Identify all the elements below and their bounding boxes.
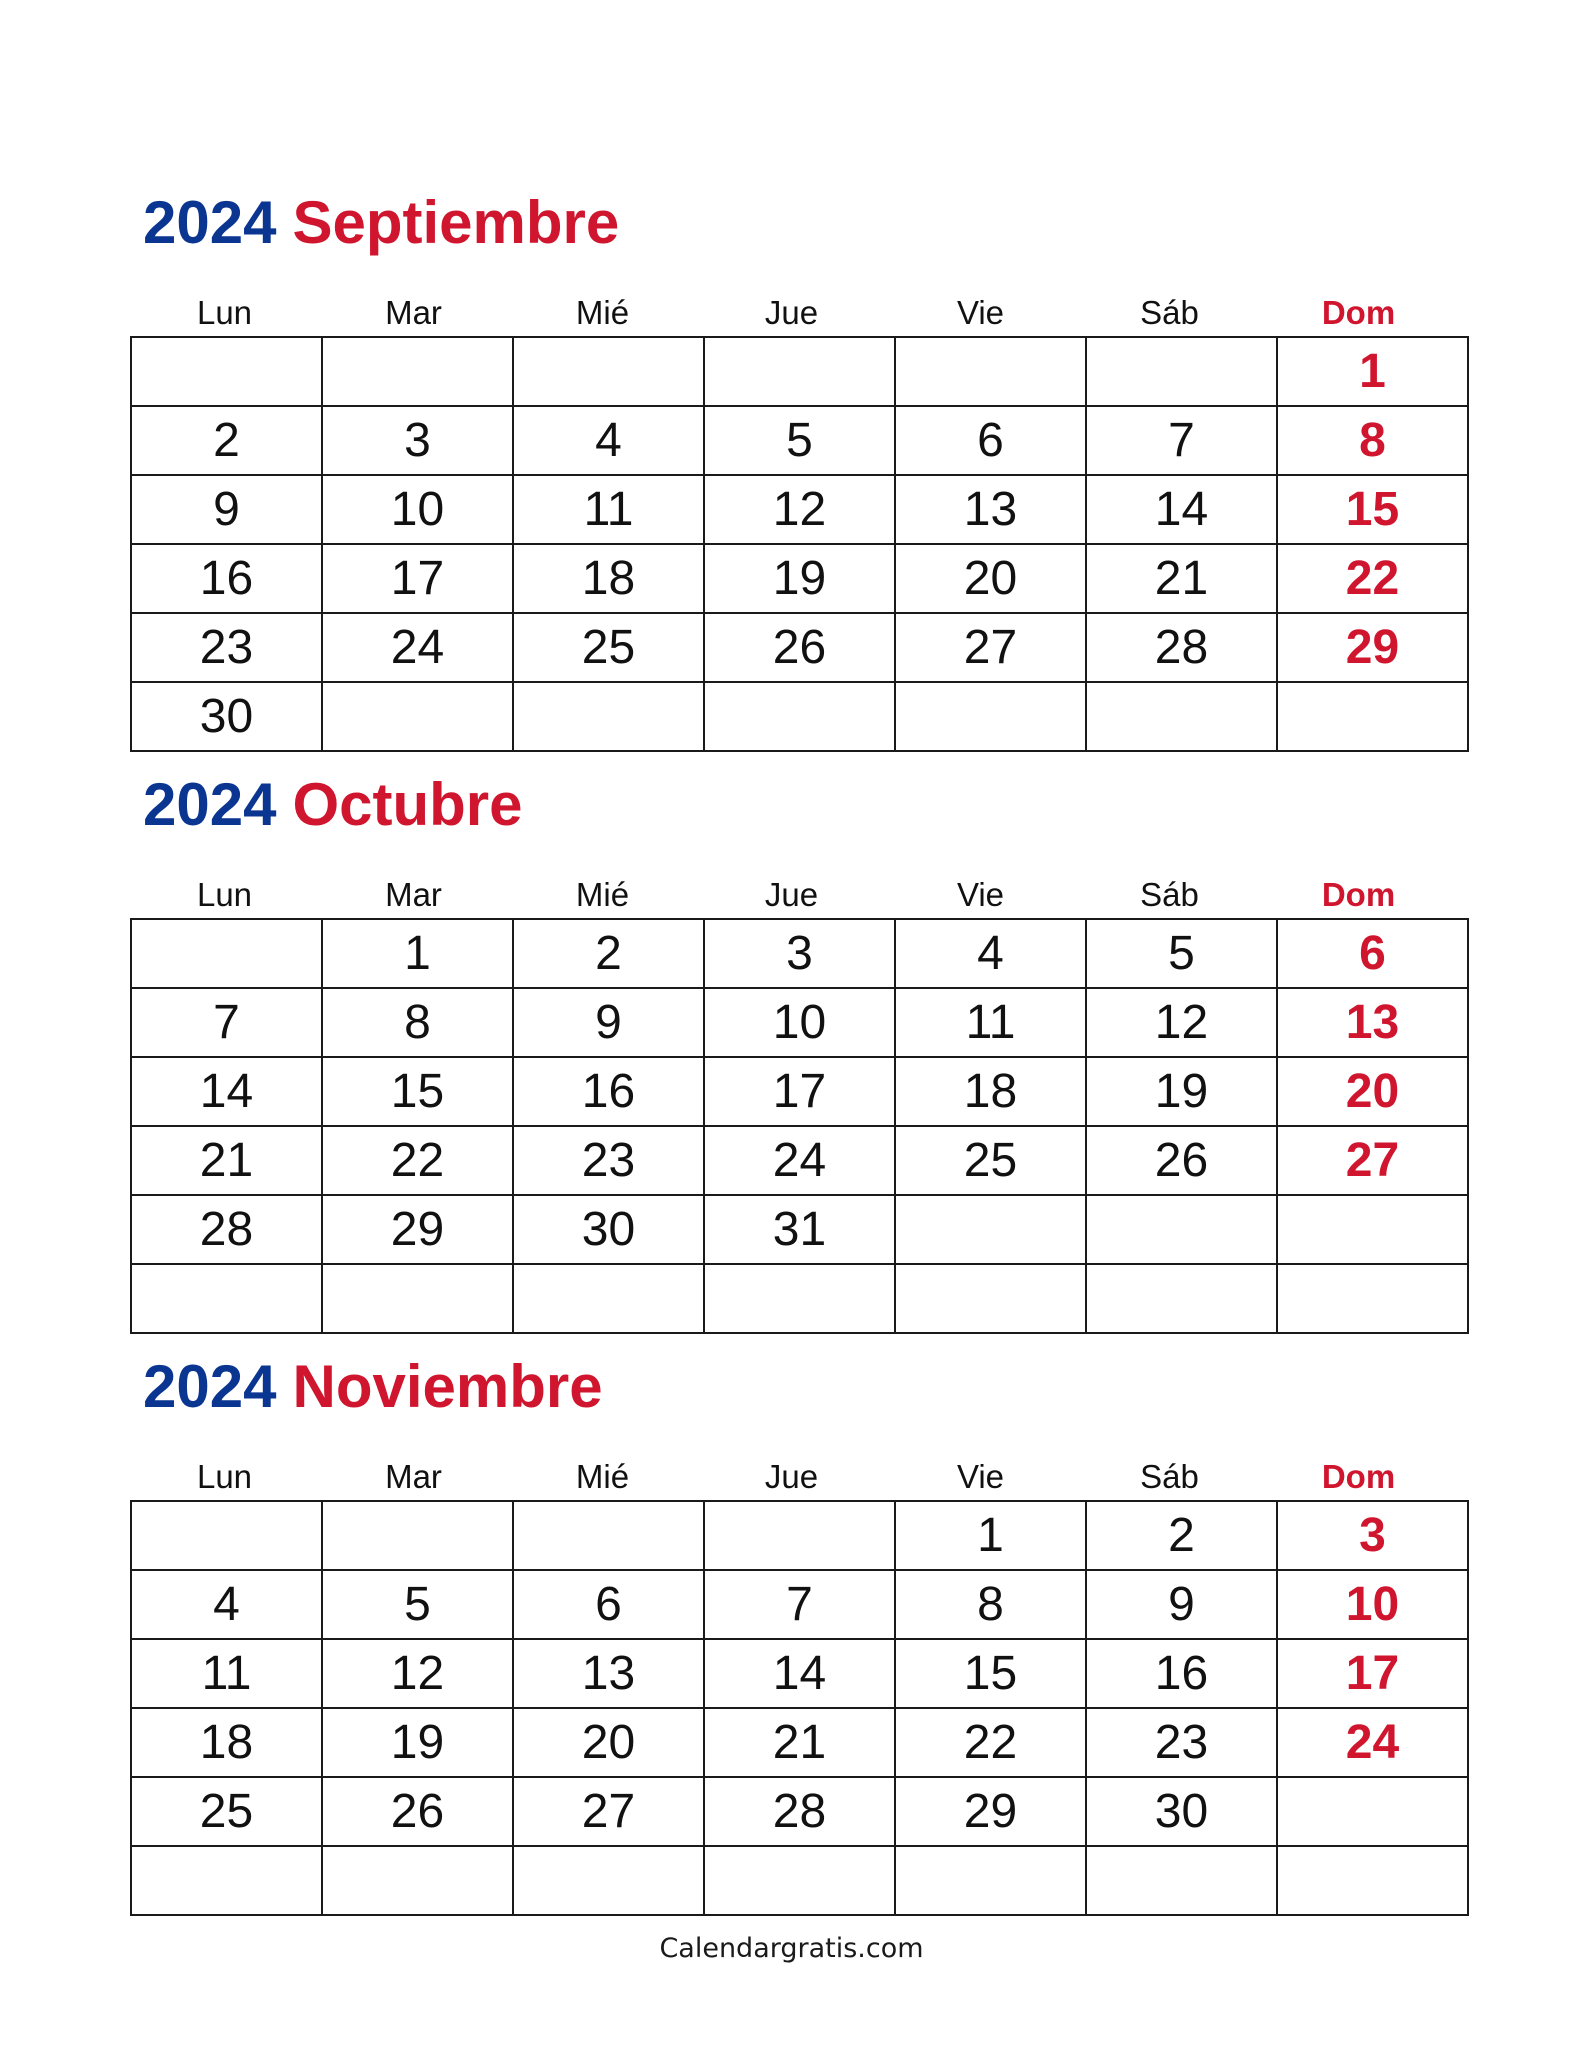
day-cell <box>1086 1846 1277 1915</box>
day-cell: 26 <box>704 613 895 682</box>
week-row <box>131 475 1468 544</box>
day-cell: 25 <box>895 1126 1086 1195</box>
day-cell: 11 <box>513 475 704 544</box>
weekday-fri: Vie <box>956 876 1005 913</box>
day-cell: 1 <box>895 1501 1086 1570</box>
day-cell-sunday: 10 <box>1277 1570 1468 1639</box>
day-cell <box>1086 682 1277 751</box>
day-cell: 5 <box>704 406 895 475</box>
day-cell <box>322 1501 513 1570</box>
day-cell <box>131 1264 322 1333</box>
day-cell: 19 <box>704 544 895 613</box>
day-cell: 14 <box>704 1639 895 1708</box>
day-cell: 4 <box>895 919 1086 988</box>
weekday-fri: Vie <box>956 294 1005 331</box>
day-cell: 28 <box>1086 613 1277 682</box>
day-cell: 20 <box>513 1708 704 1777</box>
day-cell <box>704 682 895 751</box>
day-cell: 6 <box>895 406 1086 475</box>
weekday-mon: Lun <box>196 294 253 331</box>
day-cell-sunday <box>1277 1777 1468 1846</box>
calendar-grid-body <box>131 1501 1468 1915</box>
week-row <box>131 1057 1468 1126</box>
week-row <box>131 1264 1468 1333</box>
day-cell-sunday: 20 <box>1277 1057 1468 1126</box>
day-cell: 16 <box>1086 1639 1277 1708</box>
month-title <box>143 1353 603 1420</box>
day-cell: 5 <box>1086 919 1277 988</box>
day-cell-sunday: 17 <box>1277 1639 1468 1708</box>
day-cell <box>131 1846 322 1915</box>
week-row <box>131 337 1468 406</box>
week-row <box>131 1501 1468 1570</box>
day-cell: 16 <box>513 1057 704 1126</box>
day-cell <box>131 1501 322 1570</box>
weekday-sat: Sáb <box>1140 1458 1199 1495</box>
weekday-thu: Jue <box>764 876 819 913</box>
month-name: Octubre <box>292 771 523 838</box>
day-cell-sunday <box>1277 1195 1468 1264</box>
day-cell: 23 <box>513 1126 704 1195</box>
day-cell: 2 <box>513 919 704 988</box>
weekday-header-row <box>130 1460 1453 1493</box>
day-cell <box>704 1846 895 1915</box>
weekday-tue: Mar <box>385 876 442 913</box>
day-cell <box>895 1195 1086 1264</box>
week-row <box>131 613 1468 682</box>
day-cell: 26 <box>1086 1126 1277 1195</box>
day-cell: 12 <box>704 475 895 544</box>
month-year: 2024 <box>143 189 277 256</box>
day-cell <box>895 1264 1086 1333</box>
day-cell: 15 <box>322 1057 513 1126</box>
day-cell: 7 <box>704 1570 895 1639</box>
footer-website: Calendargratis.com <box>659 1933 924 1964</box>
day-cell: 9 <box>513 988 704 1057</box>
calendar-grid <box>130 918 1469 1334</box>
day-cell: 30 <box>1086 1777 1277 1846</box>
day-cell: 10 <box>322 475 513 544</box>
day-cell <box>895 682 1086 751</box>
week-row <box>131 406 1468 475</box>
day-cell <box>131 919 322 988</box>
weekday-wed: Mié <box>575 294 630 331</box>
day-cell: 22 <box>895 1708 1086 1777</box>
day-cell: 25 <box>131 1777 322 1846</box>
day-cell: 2 <box>131 406 322 475</box>
week-row <box>131 988 1468 1057</box>
day-cell: 3 <box>704 919 895 988</box>
day-cell-sunday: 29 <box>1277 613 1468 682</box>
week-row <box>131 1195 1468 1264</box>
day-cell: 31 <box>704 1195 895 1264</box>
day-cell <box>322 337 513 406</box>
day-cell: 23 <box>131 613 322 682</box>
day-cell: 3 <box>322 406 513 475</box>
month-title <box>143 189 620 256</box>
month-name: Noviembre <box>292 1353 603 1420</box>
day-cell <box>1086 1195 1277 1264</box>
day-cell: 30 <box>513 1195 704 1264</box>
day-cell-sunday <box>1277 1264 1468 1333</box>
week-row <box>131 1777 1468 1846</box>
day-cell: 22 <box>322 1126 513 1195</box>
day-cell: 18 <box>131 1708 322 1777</box>
day-cell: 13 <box>513 1639 704 1708</box>
weekday-sat: Sáb <box>1140 876 1199 913</box>
day-cell <box>1086 1264 1277 1333</box>
weekday-sun: Dom <box>1321 294 1396 331</box>
day-cell: 28 <box>704 1777 895 1846</box>
weekday-mon: Lun <box>196 876 253 913</box>
day-cell <box>513 682 704 751</box>
day-cell: 13 <box>895 475 1086 544</box>
weekday-fri: Vie <box>956 1458 1005 1495</box>
day-cell: 7 <box>131 988 322 1057</box>
day-cell: 1 <box>322 919 513 988</box>
day-cell: 30 <box>131 682 322 751</box>
day-cell: 29 <box>322 1195 513 1264</box>
day-cell: 9 <box>1086 1570 1277 1639</box>
day-cell: 11 <box>895 988 1086 1057</box>
weekday-sat: Sáb <box>1140 294 1199 331</box>
day-cell <box>704 337 895 406</box>
week-row <box>131 1639 1468 1708</box>
calendar-grid <box>130 336 1469 752</box>
day-cell <box>704 1501 895 1570</box>
day-cell <box>322 1846 513 1915</box>
month-year: 2024 <box>143 1353 277 1420</box>
day-cell: 21 <box>704 1708 895 1777</box>
month-title <box>143 771 523 838</box>
day-cell: 2 <box>1086 1501 1277 1570</box>
calendar-grid-body <box>131 919 1468 1333</box>
weekday-header-row <box>130 878 1453 911</box>
day-cell: 21 <box>131 1126 322 1195</box>
day-cell <box>895 337 1086 406</box>
week-row <box>131 1570 1468 1639</box>
day-cell: 8 <box>322 988 513 1057</box>
month-year: 2024 <box>143 771 277 838</box>
day-cell-sunday <box>1277 682 1468 751</box>
day-cell: 26 <box>322 1777 513 1846</box>
weekday-thu: Jue <box>764 1458 819 1495</box>
day-cell: 28 <box>131 1195 322 1264</box>
day-cell-sunday: 13 <box>1277 988 1468 1057</box>
day-cell-sunday: 15 <box>1277 475 1468 544</box>
week-row <box>131 1708 1468 1777</box>
day-cell: 21 <box>1086 544 1277 613</box>
day-cell: 8 <box>895 1570 1086 1639</box>
weekday-tue: Mar <box>385 294 442 331</box>
day-cell: 25 <box>513 613 704 682</box>
day-cell: 12 <box>322 1639 513 1708</box>
day-cell: 18 <box>513 544 704 613</box>
day-cell: 17 <box>704 1057 895 1126</box>
day-cell: 17 <box>322 544 513 613</box>
day-cell <box>704 1264 895 1333</box>
day-cell <box>322 682 513 751</box>
month-name: Septiembre <box>292 189 620 256</box>
week-row <box>131 544 1468 613</box>
day-cell: 14 <box>1086 475 1277 544</box>
day-cell: 7 <box>1086 406 1277 475</box>
weekday-sun: Dom <box>1321 1458 1396 1495</box>
day-cell <box>513 1264 704 1333</box>
day-cell <box>513 1846 704 1915</box>
day-cell: 16 <box>131 544 322 613</box>
day-cell-sunday: 27 <box>1277 1126 1468 1195</box>
day-cell: 5 <box>322 1570 513 1639</box>
day-cell-sunday: 22 <box>1277 544 1468 613</box>
day-cell-sunday: 1 <box>1277 337 1468 406</box>
day-cell <box>1086 337 1277 406</box>
weekday-header-row <box>130 296 1453 329</box>
day-cell: 6 <box>513 1570 704 1639</box>
day-cell: 29 <box>895 1777 1086 1846</box>
day-cell: 24 <box>704 1126 895 1195</box>
weekday-thu: Jue <box>764 294 819 331</box>
week-row <box>131 682 1468 751</box>
weekday-wed: Mié <box>575 876 630 913</box>
day-cell <box>131 337 322 406</box>
day-cell: 20 <box>895 544 1086 613</box>
weekday-mon: Lun <box>196 1458 253 1495</box>
calendar-grid-body <box>131 337 1468 751</box>
day-cell-sunday <box>1277 1846 1468 1915</box>
day-cell: 19 <box>322 1708 513 1777</box>
day-cell: 27 <box>513 1777 704 1846</box>
day-cell-sunday: 6 <box>1277 919 1468 988</box>
week-row <box>131 919 1468 988</box>
day-cell-sunday: 8 <box>1277 406 1468 475</box>
day-cell: 18 <box>895 1057 1086 1126</box>
week-row <box>131 1126 1468 1195</box>
day-cell: 11 <box>131 1639 322 1708</box>
week-row <box>131 1846 1468 1915</box>
day-cell <box>895 1846 1086 1915</box>
day-cell: 10 <box>704 988 895 1057</box>
day-cell: 4 <box>513 406 704 475</box>
day-cell: 15 <box>895 1639 1086 1708</box>
weekday-tue: Mar <box>385 1458 442 1495</box>
calendar-grid <box>130 1500 1469 1916</box>
day-cell <box>322 1264 513 1333</box>
day-cell-sunday: 3 <box>1277 1501 1468 1570</box>
day-cell: 12 <box>1086 988 1277 1057</box>
day-cell: 24 <box>322 613 513 682</box>
day-cell <box>513 337 704 406</box>
weekday-wed: Mié <box>575 1458 630 1495</box>
day-cell <box>513 1501 704 1570</box>
day-cell: 9 <box>131 475 322 544</box>
day-cell: 23 <box>1086 1708 1277 1777</box>
day-cell: 27 <box>895 613 1086 682</box>
day-cell: 19 <box>1086 1057 1277 1126</box>
weekday-sun: Dom <box>1321 876 1396 913</box>
day-cell: 14 <box>131 1057 322 1126</box>
day-cell: 4 <box>131 1570 322 1639</box>
day-cell-sunday: 24 <box>1277 1708 1468 1777</box>
